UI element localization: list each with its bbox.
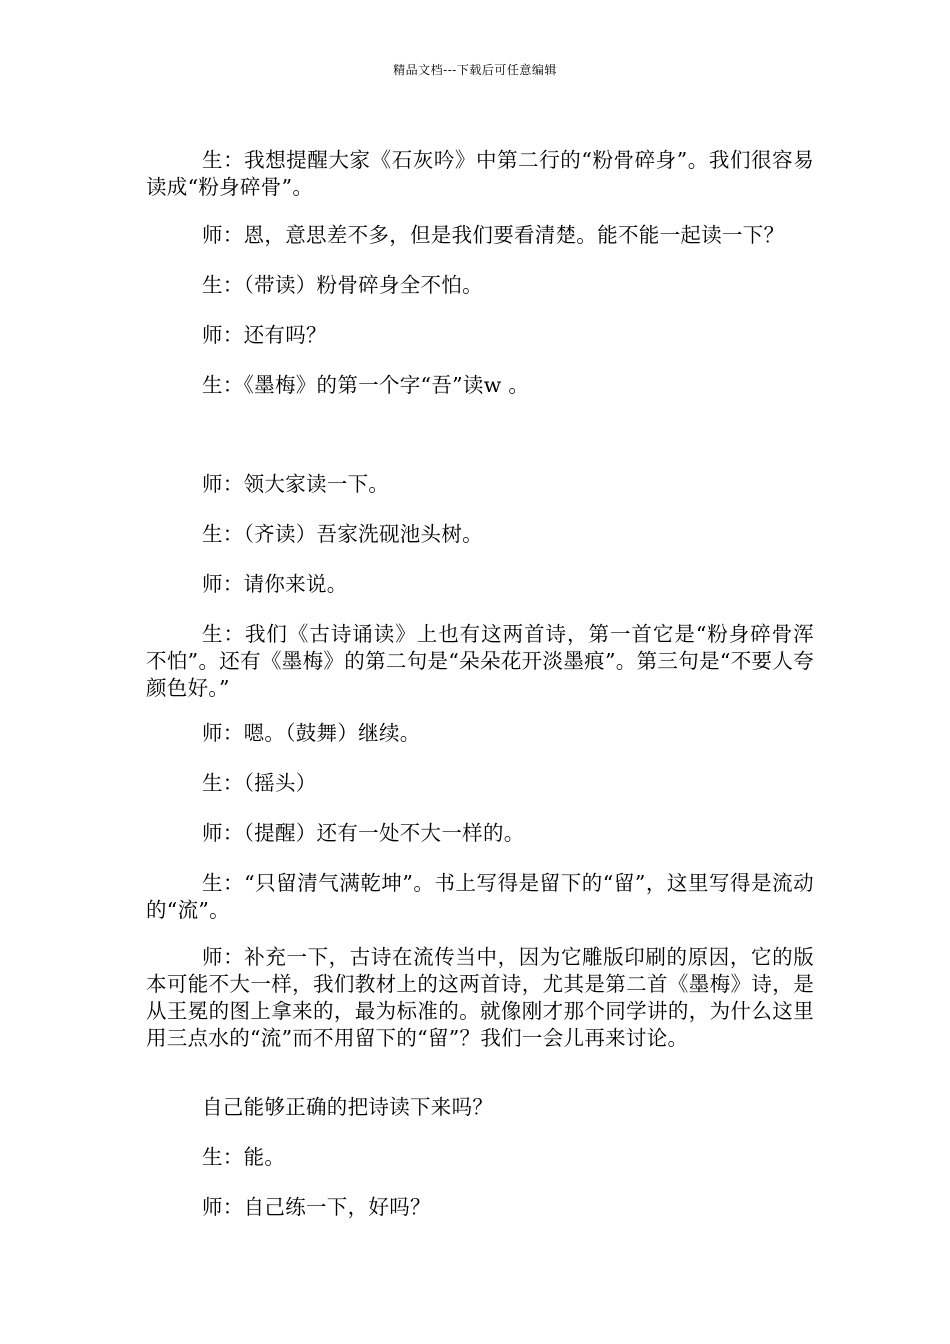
paragraph-3: 生：（带读）粉骨碎身全不怕。 bbox=[202, 273, 483, 297]
page-header: 精品文档---下载后可任意编辑 bbox=[393, 63, 557, 77]
paragraph-4: 师：还有吗？ bbox=[202, 323, 327, 347]
paragraph-9: 生：我们《古诗诵读》上也有这两首诗，第一首它是“粉身碎骨浑不怕”。还有《墨梅》的第二句是“朵朵花开淡墨痕”。第三句是“不要人夸颜色好。” bbox=[146, 622, 814, 700]
paragraph-8: 师：请你来说。 bbox=[202, 572, 348, 596]
paragraph-6: 师：领大家读一下。 bbox=[202, 472, 390, 496]
paragraph-15: 自己能够正确的把诗读下来吗？ bbox=[202, 1095, 494, 1119]
paragraph-16: 生：能。 bbox=[202, 1145, 286, 1169]
paragraph-7: 生：（齐读）吾家洗砚池头树。 bbox=[202, 522, 483, 546]
paragraph-12: 师：（提醒）还有一处不大一样的。 bbox=[202, 821, 525, 845]
paragraph-14: 师：补充一下，古诗在流传当中，因为它雕版印刷的原因，它的版本可能不大一样，我们教材上的这两首诗，尤其是第二首《墨梅》诗，是从王冕的图上拿来的，最为标准的。就像刚才那个同学讲的，为什么这里用三点水的“流”而不用留下的“留”？我们一会儿再来讨论。 bbox=[146, 945, 814, 1050]
paragraph-13: 生：“只留清气满乾坤”。书上写得是留下的“留”，这里写得是流动的“流”。 bbox=[146, 871, 814, 922]
paragraph-1: 生：我想提醒大家《石灰吟》中第二行的“粉骨碎身”。我们很容易读成“粉身碎骨”。 bbox=[146, 148, 814, 199]
paragraph-10: 师：嗯。（鼓舞）继续。 bbox=[202, 721, 421, 745]
paragraph-11: 生：（摇头） bbox=[202, 771, 317, 795]
paragraph-2: 师：恩，意思差不多，但是我们要看清楚。能不能一起读一下？ bbox=[202, 223, 785, 247]
paragraph-5: 生：《墨梅》的第一个字“吾”读w 。 bbox=[202, 373, 530, 397]
paragraph-17: 师：自己练一下，好吗？ bbox=[202, 1195, 431, 1219]
